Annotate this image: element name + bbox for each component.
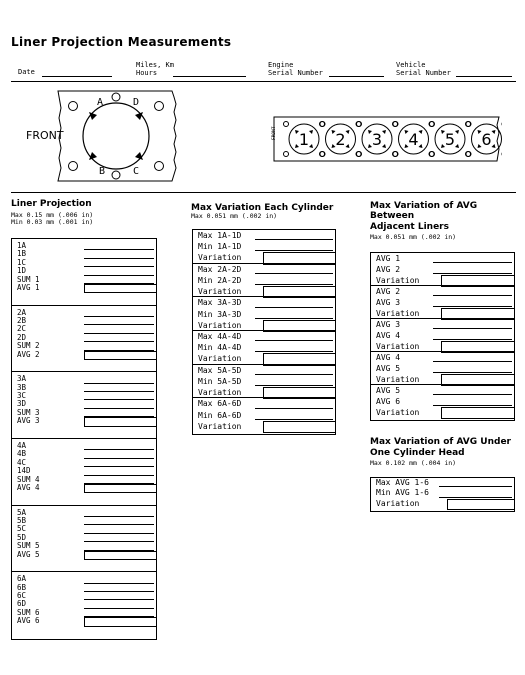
adj-var-row-label: AVG 2 [376,265,401,274]
liner-row-label: 2D [17,332,27,342]
adj-var-value-field[interactable] [433,328,512,329]
cylinder-number: 4 [408,130,419,149]
cyl-var-row [193,286,335,297]
liner-row [12,375,156,383]
liner-row [12,592,156,600]
vehicle-label: Vehicle [396,61,426,69]
liner-row-label: 1B [17,249,27,259]
liner-group-4 [12,439,156,506]
cyl-var-row-label: Min 1A-1D [198,242,242,252]
liner-row-label: 3B [17,382,27,392]
liner-row-label: 5D [17,532,27,542]
cyl-var-row [193,398,335,409]
engine-serial-field[interactable] [329,76,384,77]
liner-group-3 [12,372,156,439]
cyl-var-value-field[interactable] [255,385,333,386]
cyl-var-value-field[interactable] [255,307,333,308]
cyl-var-row-label: Min 5A-5D [198,376,242,386]
adj-var-title-2: Between [370,211,415,221]
cyl-var-group-2 [193,264,335,298]
cyl-var-row [193,376,335,387]
cylinder-number: 1 [298,130,310,149]
liner-row [12,584,156,592]
liner-group-2 [12,306,156,373]
adj-var-group-4 [371,352,514,385]
liner-row-label: 5C [17,524,27,534]
cyl-var-row-label: Variation [198,421,242,431]
adj-var-value-field[interactable] [433,405,512,406]
cyl-var-value-field[interactable] [255,239,333,240]
cylinder-2 [320,122,361,157]
cyl-var-row [193,365,335,376]
adj-var-row [371,319,514,330]
head-var-value-field[interactable] [447,499,514,510]
cyl-var-row-label: Variation [198,287,242,297]
head-var-title-1: Max Variation of AVG Under [370,437,511,447]
cyl-var-title: Max Variation Each Cylinder [191,203,334,213]
point-a-label: A [97,97,104,108]
cyl-var-row [193,410,335,421]
head-var-row-label: Variation [376,498,420,508]
cyl-var-value-field[interactable] [255,250,333,251]
cylinder-number: 6 [481,130,492,149]
liner-row-label: SUM 6 [17,607,40,617]
liner-row-label: 1A [17,241,27,250]
liner-row [12,459,156,467]
liner-row-label: 14D [17,466,31,476]
liner-spec-max: Max 0.15 mm (.006 in) [11,211,94,219]
liner-row-label: 3D [17,399,27,409]
vehicle-serial-field[interactable] [456,76,512,77]
cyl-var-row [193,264,335,275]
liner-row-label: 3C [17,391,27,401]
cyl-var-row [193,331,335,342]
adj-var-group-1 [371,253,514,286]
adj-var-row-label: Variation [376,375,420,384]
adj-var-value-field[interactable] [433,273,512,274]
cyl-var-row-label: Max 6A-6D [198,399,242,409]
adj-var-row [371,275,514,286]
liner-row-label: 2C [17,324,27,334]
liner-row [12,259,156,267]
liner-row [12,617,156,625]
cylinder-5 [430,122,471,157]
cyl-var-group-6 [193,398,335,432]
liner-row-label: 6B [17,582,27,592]
cylinder-number: 2 [335,130,346,149]
cyl-var-row [193,230,335,241]
cyl-var-row [193,297,335,308]
liner-row [12,284,156,292]
liner-value-field[interactable] [84,551,156,560]
cyl-var-row-label: Min 4A-4D [198,343,242,353]
liner-spec-min: Min 0.03 mm (.001 in) [11,218,94,226]
cyl-var-row-label: Max 3A-3D [198,298,242,308]
cylinder-4 [393,122,434,157]
section-divider [11,192,516,193]
adj-var-value-field[interactable] [433,339,512,340]
liner-row-label: 6D [17,599,27,609]
cyl-var-row [193,342,335,353]
liner-row [12,325,156,333]
cyl-var-value-field[interactable] [255,408,333,409]
liner-row-label: SUM 2 [17,341,40,351]
liner-row [12,525,156,533]
point-b-label: B [99,166,106,177]
liner-row-label: 3A [17,374,27,384]
liner-row [12,450,156,458]
adj-var-group-5 [371,385,514,418]
liner-group-1 [12,239,156,306]
liner-row-label: AVG 1 [17,282,40,292]
cyl-var-group-5 [193,365,335,399]
cyl-var-row-label: Variation [198,388,242,398]
liner-row-label: 1D [17,266,27,276]
head-var-value-field[interactable] [439,497,512,498]
liner-row [12,484,156,492]
liner-row-label: SUM 1 [17,274,40,284]
adj-var-value-field[interactable] [433,295,512,296]
head-var-group-1 [371,478,514,509]
point-d-label: D [133,97,140,108]
cylinder-number: 3 [371,130,383,149]
adj-var-table [370,252,515,421]
hours-label: Hours [136,69,158,77]
adj-var-row-label: AVG 4 [376,331,401,340]
liner-value-field[interactable] [84,617,156,626]
liner-row-label: 4B [17,449,27,459]
liner-row-label: AVG 6 [17,616,40,626]
cyl-var-row-label: Variation [198,253,242,263]
cyl-var-row-label: Min 2A-2D [198,275,242,285]
liner-row-label: 6C [17,591,27,601]
liner-row-label: SUM 3 [17,407,40,417]
page-title: Liner Projection Measurements [11,35,232,49]
adj-var-row [371,341,514,352]
liner-row [12,517,156,525]
cyl-var-row [193,421,335,432]
cylinder-bore-group [272,115,502,163]
liner-row [12,509,156,517]
liner-row-label: SUM 5 [17,541,40,551]
cyl-var-row-label: Max 5A-5D [198,365,242,375]
date-field[interactable] [42,76,112,77]
adj-var-row-label: Variation [376,309,420,318]
adj-var-row [371,330,514,341]
cyl-var-value-field[interactable] [255,340,333,341]
adj-var-row-label: Variation [376,408,420,417]
cyl-var-value-field[interactable] [255,284,333,285]
liner-row [12,242,156,250]
adj-var-row-label: Variation [376,276,420,285]
adj-var-value-field[interactable] [433,372,512,373]
adj-var-row [371,385,514,396]
adj-var-row [371,374,514,385]
liner-row-label: 5B [17,516,27,526]
cyl-var-value-field[interactable] [263,421,335,433]
adj-var-value-field[interactable] [433,306,512,307]
cyl-var-row [193,387,335,398]
liner-row [12,309,156,317]
cylinder-3 [357,122,398,157]
liner-value-field[interactable] [84,284,156,293]
head-front-label: FRONT [272,126,277,140]
adj-var-row-label: AVG 5 [376,386,401,395]
cyl-var-group-3 [193,297,335,331]
adj-var-group-2 [371,286,514,319]
liner-row-label: SUM 4 [17,474,40,484]
liner-row [12,551,156,559]
head-var-table [370,477,515,512]
liner-row-label: 2A [17,307,27,317]
cyl-var-row [193,241,335,252]
adj-var-row [371,396,514,407]
liner-row-label: AVG 2 [17,349,40,359]
adj-var-row-label: AVG 4 [376,353,401,362]
adj-var-row [371,308,514,319]
liner-row-label: 2B [17,316,27,326]
cyl-var-row-label: Min 6A-6D [198,410,242,420]
liner-table [11,238,157,640]
cyl-var-table [192,229,336,435]
vehicle-serial-label: Serial Number [396,69,451,77]
engine-serial-label: Serial Number [268,69,323,77]
front-label: FRONT [26,129,64,142]
cyl-var-row-label: Max 1A-1D [198,231,242,240]
liner-row-label: 5A [17,507,27,517]
liner-row [12,384,156,392]
adj-var-row [371,253,514,264]
cyl-var-row [193,275,335,286]
miles-label: Miles, Km [136,61,174,69]
liner-row-label: AVG 3 [17,416,40,426]
cylinder-1 [284,122,325,157]
liner-row-label: AVG 5 [17,549,40,559]
adj-var-row [371,363,514,374]
adj-var-row-label: AVG 6 [376,397,401,406]
liner-row-label: 6A [17,574,27,584]
adj-var-title-3: Adjacent Liners [370,222,449,232]
adj-var-title-1: Max Variation of AVG [370,201,478,211]
cyl-var-row-label: Variation [198,320,242,330]
liner-row-label: 4C [17,457,27,467]
liner-row [12,442,156,450]
liner-row-label: AVG 4 [17,482,40,492]
head-var-row-label: Max AVG 1-6 [376,478,429,487]
adj-var-group-3 [371,319,514,352]
liner-group-6 [12,572,156,639]
liner-title: Liner Projection [11,199,92,209]
adj-var-row-label: AVG 3 [376,298,401,307]
liner-row [12,417,156,425]
cylinder-6 [466,122,502,157]
head-var-row [371,478,514,488]
adj-var-row [371,286,514,297]
head-var-row [371,488,514,498]
adj-var-row-label: Variation [376,342,420,351]
adj-var-row-label: AVG 2 [376,287,401,296]
liner-row [12,392,156,400]
adj-var-value-field[interactable] [433,262,512,263]
adj-var-value-field[interactable] [441,407,514,419]
cyl-var-row [193,252,335,263]
adj-var-value-field[interactable] [433,394,512,395]
adj-var-row-label: AVG 3 [376,320,401,329]
engine-label: Engine [268,61,294,69]
liner-value-field[interactable] [84,417,156,426]
cyl-var-row [193,320,335,331]
adj-var-row [371,297,514,308]
adj-var-spec: Max 0.051 mm (.002 in) [370,233,457,241]
liner-group-5 [12,506,156,573]
header-divider [11,81,516,82]
point-c-label: C [133,166,140,177]
cyl-var-value-field[interactable] [255,273,333,274]
cylinder-number: 5 [444,130,456,149]
adj-var-row [371,407,514,418]
cyl-var-row [193,309,335,320]
cyl-var-value-field[interactable] [255,351,333,352]
adj-var-row-label: AVG 5 [376,364,401,373]
liner-value-field[interactable] [84,484,156,493]
head-var-row-label: Min AVG 1-6 [376,488,429,498]
cyl-var-row-label: Variation [198,354,242,364]
head-var-title-2: One Cylinder Head [370,448,465,458]
head-var-spec: Max 0.102 mm (.004 in) [370,459,457,467]
cyl-var-value-field[interactable] [255,374,333,375]
liner-row [12,250,156,258]
liner-row [12,351,156,359]
liner-diagram [55,88,180,184]
cyl-var-row-label: Max 2A-2D [198,264,242,274]
cyl-var-value-field[interactable] [255,419,333,420]
liner-value-field[interactable] [84,351,156,360]
date-label: Date [18,68,35,76]
liner-row [12,317,156,325]
cyl-var-row [193,353,335,364]
miles-hours-field[interactable] [173,76,246,77]
adj-var-row [371,264,514,275]
cyl-var-value-field[interactable] [255,318,333,319]
liner-row-label: 4A [17,440,27,450]
cyl-var-spec: Max 0.051 mm (.002 in) [191,212,278,220]
adj-var-row [371,352,514,363]
cyl-var-group-4 [193,331,335,365]
liner-row [12,575,156,583]
head-var-value-field[interactable] [439,486,512,487]
adj-var-value-field[interactable] [433,361,512,362]
cyl-var-row-label: Min 3A-3D [198,309,242,319]
adj-var-row-label: AVG 1 [376,254,401,263]
cyl-var-group-1 [193,230,335,264]
liner-row-label: 1C [17,257,27,267]
head-var-row [371,499,514,509]
cyl-var-row-label: Max 4A-4D [198,331,242,341]
